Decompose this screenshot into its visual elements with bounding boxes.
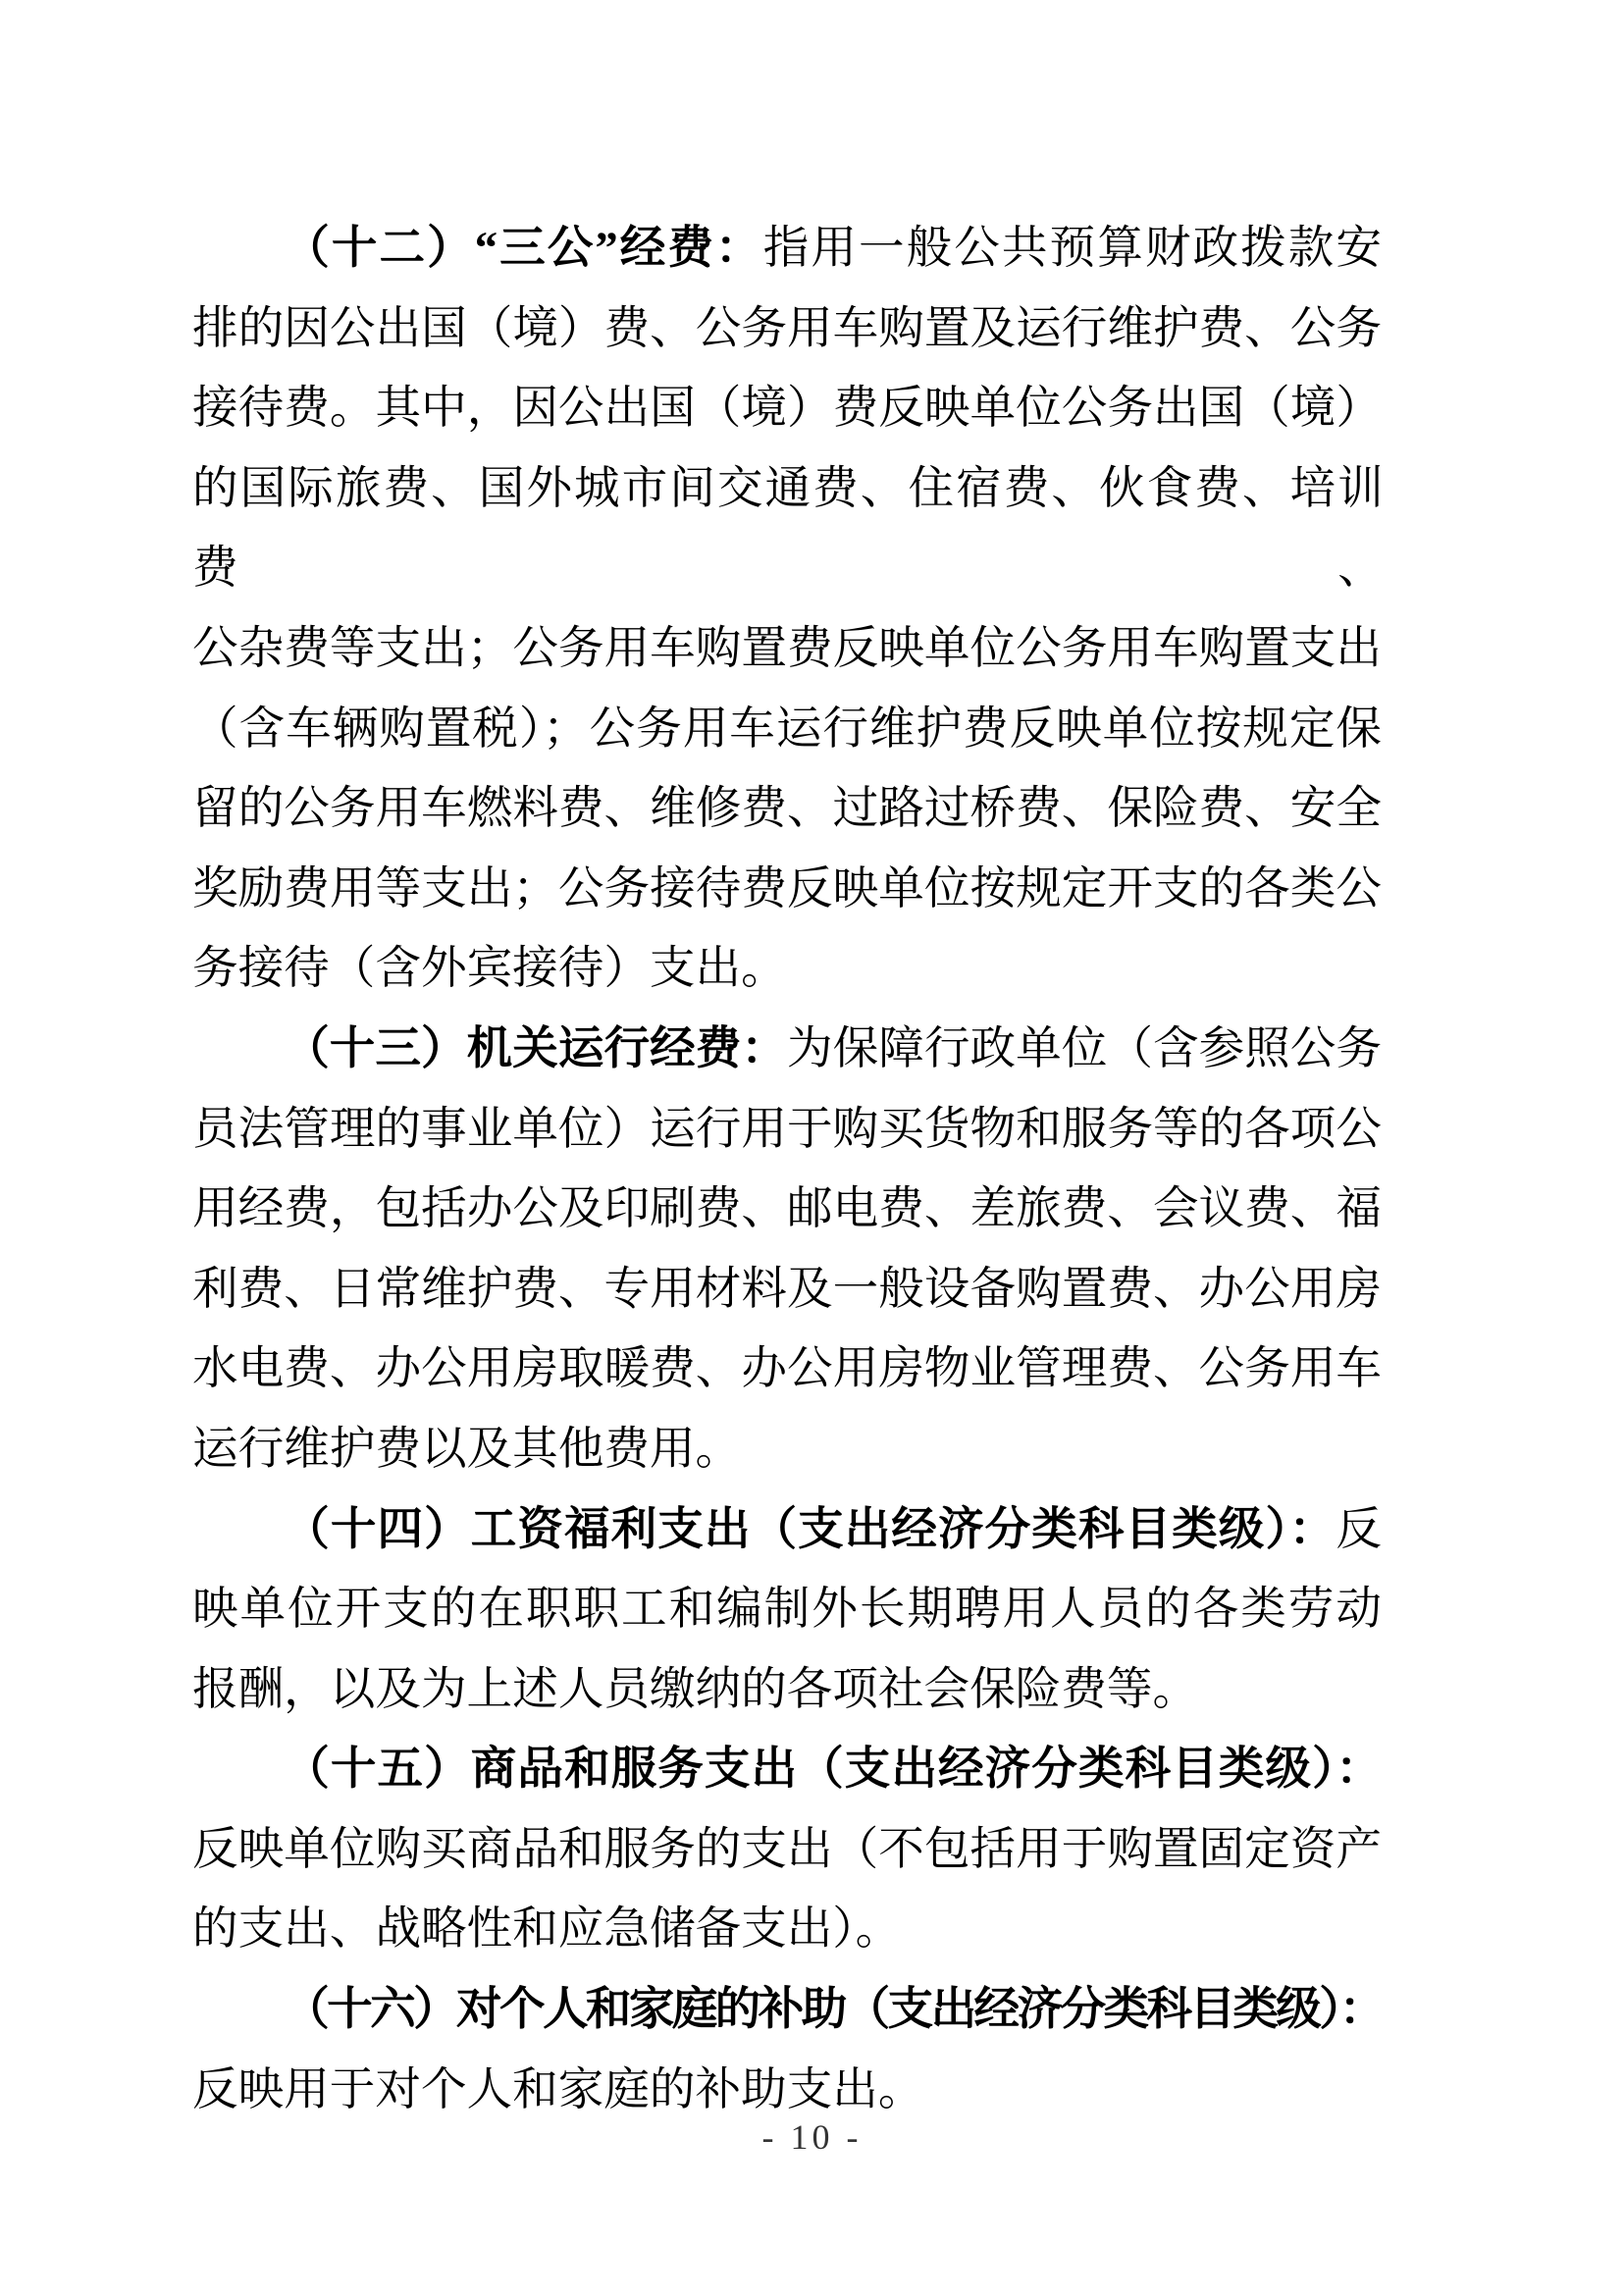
text-line [192,1330,1382,1410]
text-line [192,1970,1382,2051]
text-line [192,769,1382,850]
text-run: （含车辆购置税）；公务用车运行维护费反映单位按规定保 [192,703,1382,755]
text-line [192,1890,1382,1970]
document-body [192,209,1382,2130]
text-run: 排的因公出国（境）费、公务用车购置及运行维护费、公务 [192,302,1382,354]
text-line [192,1810,1382,1891]
text-run: 接待费。其中，因公出国（境）费反映单位公务出国（境） [192,383,1382,435]
text-line [192,1650,1382,1731]
text-line [192,449,1382,609]
page-number: - 10 - [761,2117,863,2157]
text-line [192,609,1382,690]
text-run: 奖励费用等支出；公务接待费反映单位按规定开支的各类公 [192,862,1382,914]
text-run: 务接待（含外宾接待）支出。 [192,943,787,995]
text-line [192,1570,1382,1650]
text-line [192,690,1382,770]
text-run: 利费、日常维护费、专用材料及一般设备购置费、办公用房 [192,1263,1382,1315]
text-line [192,1090,1382,1171]
text-run: 的国际旅费、国外城市间交通费、住宿费、伙食费、培训费、 [192,462,1382,595]
text-run: 映单位开支的在职职工和编制外长期聘用人员的各类劳动 [192,1584,1382,1636]
text-line [192,929,1382,1010]
text-run: 运行维护费以及其他费用。 [192,1423,742,1475]
text-line [192,1490,1382,1571]
text-run: 留的公务用车燃料费、维修费、过路过桥费、保险费、安全 [192,783,1382,835]
text-run: 反 [1336,1503,1382,1555]
text-run: 的支出、战略性和应急储备支出）。 [192,1904,902,1956]
bold-run: （十四）工资福利支出（支出经济分类科目类级）： [284,1503,1336,1555]
text-run: 反映用于对个人和家庭的补助支出。 [192,2063,924,2115]
text-line [192,1010,1382,1090]
text-line [192,1410,1382,1490]
text-run: 用经费，包括办公及印刷费、邮电费、差旅费、会议费、福 [192,1183,1382,1235]
text-run: 反映单位购买商品和服务的支出（不包括用于购置固定资产 [192,1823,1382,1875]
text-run: 水电费、办公用房取暖费、办公用房物业管理费、公务用车 [192,1343,1382,1395]
text-line [192,850,1382,930]
text-run: 员法管理的事业单位）运行用于购买货物和服务等的各项公 [192,1103,1382,1155]
text-run: 为保障行政单位（含参照公务 [787,1022,1383,1074]
text-line [192,289,1382,370]
bold-run: （十二）“三公”经费： [284,223,763,274]
text-run: 报酬，以及为上述人员缴纳的各项社会保险费等。 [192,1663,1199,1715]
text-line [192,1730,1382,1810]
text-line [192,1250,1382,1330]
bold-run: （十五）商品和服务支出（支出经济分类科目类级）： [284,1744,1382,1796]
text-line [192,1170,1382,1250]
text-line [192,369,1382,449]
text-line [192,209,1382,289]
bold-run: （十三）机关运行经费： [284,1022,787,1074]
text-run: 公杂费等支出；公务用车购置费反映单位公务用车购置支出 [192,622,1382,674]
text-run: 指用一般公共预算财政拨款安 [762,223,1383,274]
bold-run: （十六）对个人和家庭的补助（支出经济分类科目类级）： [284,1984,1382,2036]
